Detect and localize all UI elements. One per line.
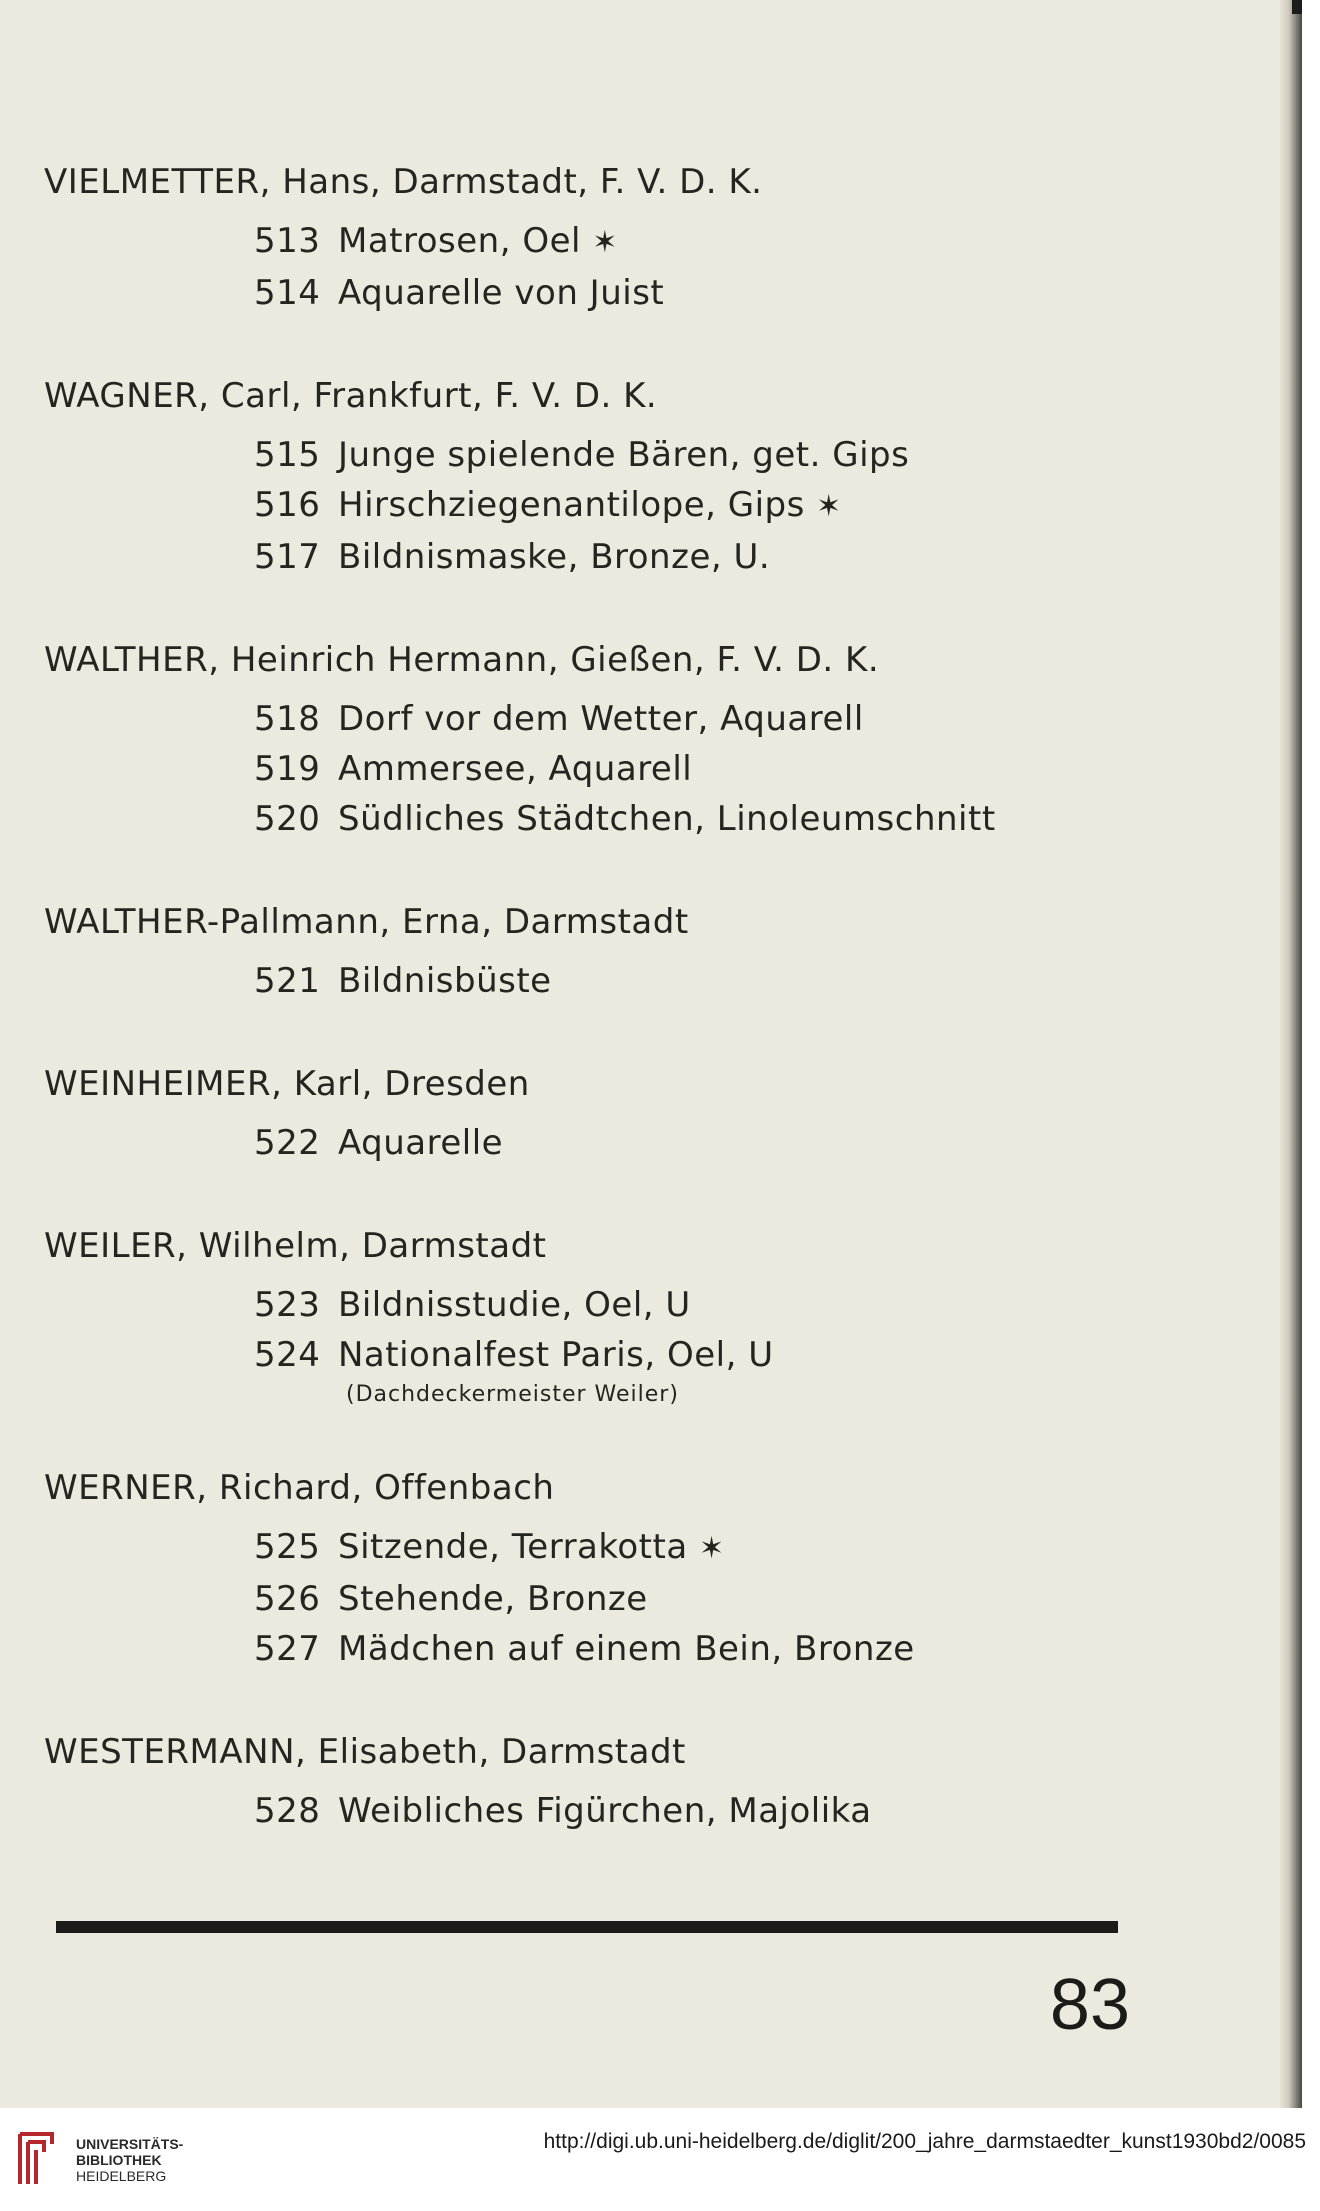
work-title: Ammersee, Aquarell <box>338 749 693 789</box>
work-item <box>44 744 1164 794</box>
work-item <box>44 1624 1164 1674</box>
catalog-entry <box>44 1730 1164 1836</box>
artist-heading: VIELMETTER, Hans, Darmstadt, F. V. D. K. <box>44 162 763 202</box>
work-item <box>44 1118 1164 1168</box>
work-title: Weibliches Figürchen, Majolika <box>338 1791 872 1831</box>
library-footer <box>0 2108 1320 2211</box>
work-title: Bildnisbüste <box>338 961 552 1001</box>
page-number: 83 <box>1049 1965 1130 2045</box>
library-name-line-1: UNIVERSITÄTS- <box>76 2136 184 2152</box>
catalog-number: 526 <box>254 1579 321 1619</box>
catalog-number: 514 <box>254 273 321 313</box>
work-title: Bildnisstudie, Oel, U <box>338 1285 691 1325</box>
catalog-number: 522 <box>254 1123 321 1163</box>
star-icon: ✶ <box>592 225 618 260</box>
work-title: Sitzende, Terrakotta <box>338 1527 688 1567</box>
star-icon: ✶ <box>698 1531 725 1566</box>
work-item <box>44 794 1164 844</box>
catalog-number: 518 <box>254 699 321 739</box>
catalog-entry <box>44 160 1164 318</box>
star-icon: ✶ <box>816 489 842 524</box>
work-title: Aquarelle von Juist <box>338 273 665 313</box>
catalog-entries <box>44 160 1164 1892</box>
artist-heading: WESTERMANN, Elisabeth, Darmstadt <box>44 1732 686 1772</box>
library-logo-icon <box>14 2124 58 2192</box>
work-item <box>44 694 1164 744</box>
work-item <box>44 1786 1164 1836</box>
artist-heading: WEINHEIMER, Karl, Dresden <box>44 1064 530 1104</box>
work-title: Aquarelle <box>338 1123 504 1163</box>
spine-mark <box>1292 0 1302 14</box>
catalog-number: 523 <box>254 1285 321 1325</box>
artist-heading: WERNER, Richard, Offenbach <box>44 1468 555 1508</box>
work-title: Junge spielende Bären, get. Gips <box>338 435 910 475</box>
work-note: (Dachdeckermeister Weiler) <box>346 1382 679 1407</box>
artist-heading: WALTHER, Heinrich Hermann, Gießen, F. V. D. K. <box>44 640 880 680</box>
catalog-number: 513 <box>254 221 321 261</box>
work-title: Nationalfest Paris, Oel, U <box>338 1335 774 1375</box>
work-title: Mädchen auf einem Bein, Bronze <box>338 1629 915 1669</box>
work-item <box>44 956 1164 1006</box>
library-name-line-2: BIBLIOTHEK <box>76 2152 162 2168</box>
catalog-entry <box>44 638 1164 844</box>
work-title: Stehende, Bronze <box>338 1579 648 1619</box>
catalog-number: 519 <box>254 749 321 789</box>
work-item <box>44 268 1164 318</box>
catalog-entry <box>44 1466 1164 1674</box>
catalog-entry <box>44 900 1164 1006</box>
work-title: Dorf vor dem Wetter, Aquarell <box>338 699 864 739</box>
artist-heading: WEILER, Wilhelm, Darmstadt <box>44 1226 547 1266</box>
artist-heading: WALTHER-Pallmann, Erna, Darmstadt <box>44 902 689 942</box>
book-spine-edge <box>1280 0 1302 2108</box>
work-item <box>44 1280 1164 1330</box>
work-item <box>44 216 1164 268</box>
catalog-number: 517 <box>254 537 321 577</box>
catalog-number: 521 <box>254 961 321 1001</box>
source-url-link[interactable]: http://digi.ub.uni-heidelberg.de/diglit/200_jahre_darmstaedter_kunst1930bd2/0085 <box>543 2130 1306 2153</box>
work-item <box>44 532 1164 582</box>
catalog-entry <box>44 1062 1164 1168</box>
library-name-line-3: HEIDELBERG <box>76 2168 167 2184</box>
catalog-number: 520 <box>254 799 321 839</box>
catalog-number: 528 <box>254 1791 321 1831</box>
work-item <box>44 480 1164 532</box>
page-rule <box>56 1921 1118 1933</box>
work-item <box>44 1330 1164 1380</box>
catalog-number: 524 <box>254 1335 321 1375</box>
work-title: Hirschziegenantilope, Gips <box>338 485 805 525</box>
catalog-number: 527 <box>254 1629 321 1669</box>
work-item <box>44 1522 1164 1574</box>
catalog-number: 516 <box>254 485 321 525</box>
work-item <box>44 430 1164 480</box>
work-title: Bildnismaske, Bronze, U. <box>338 537 771 577</box>
library-name <box>76 2136 183 2184</box>
catalog-number: 525 <box>254 1527 321 1567</box>
catalog-entry <box>44 1224 1164 1410</box>
work-title: Südliches Städtchen, Linoleumschnitt <box>338 799 996 839</box>
catalog-number: 515 <box>254 435 321 475</box>
artist-heading: WAGNER, Carl, Frankfurt, F. V. D. K. <box>44 376 658 416</box>
work-item <box>44 1574 1164 1624</box>
work-title: Matrosen, Oel <box>338 221 581 261</box>
catalog-entry <box>44 374 1164 582</box>
